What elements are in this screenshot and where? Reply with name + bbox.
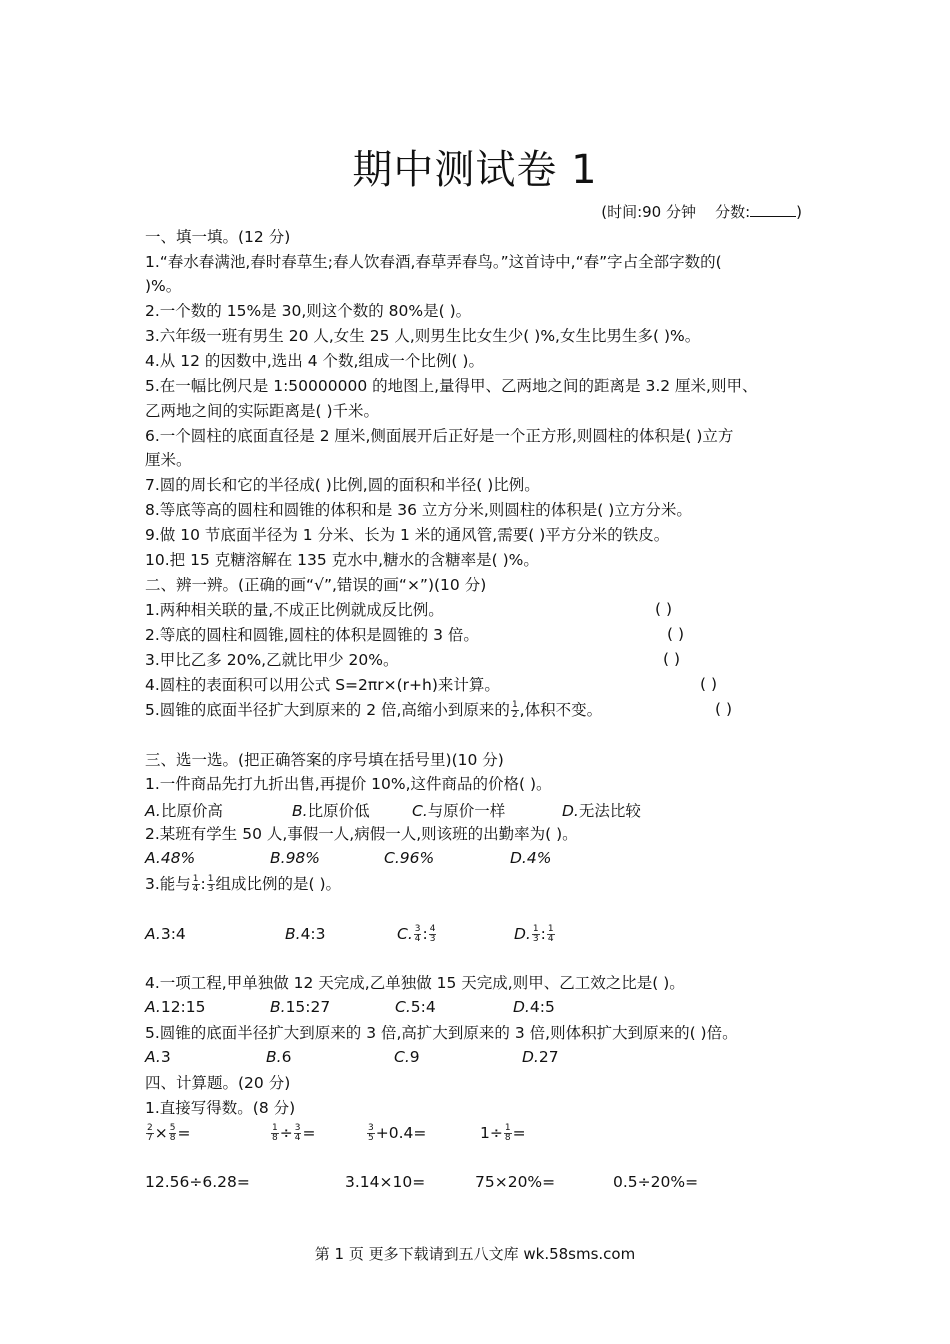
calc-fraction: [271, 1124, 279, 1143]
option-fraction: [414, 925, 422, 944]
equals: =: [177, 1124, 191, 1142]
calc-8: 0.5÷20%=: [613, 1173, 699, 1191]
opt-text: 6: [281, 1048, 292, 1066]
frac-den: 2: [511, 710, 518, 720]
frac-num: 1: [192, 874, 199, 884]
s3-q5-a: [145, 1048, 171, 1066]
opt-text: 96%: [399, 849, 435, 867]
frac-den: 4: [414, 934, 421, 944]
opt-letter: A.: [145, 802, 161, 820]
page-footer: 第 1 页 更多下载请到五八文库 wk.58sms.com: [314, 1245, 636, 1263]
frac-den: 3: [532, 934, 539, 944]
opt-letter: B.: [270, 998, 286, 1016]
s3-q1-a: [145, 799, 223, 821]
s3-q4-d: [513, 998, 555, 1016]
s1-q8: 8.等底等高的圆柱和圆锥的体积和是 36 立方分米,则圆柱的体积是( )立方分米。: [145, 501, 692, 519]
opt-letter: B.: [285, 925, 301, 943]
frac-den: 4: [294, 1133, 301, 1143]
score-blank: [750, 202, 796, 217]
meta-close: ): [796, 203, 802, 221]
s3-q5: 5.圆锥的底面半径扩大到原来的 3 倍,高扩大到原来的 3 倍,则体积扩大到原来的( )倍。: [145, 1024, 738, 1042]
s2-q4: 4.圆柱的表面积可以用公式 S=2πr×(r+h)来计算。: [145, 676, 500, 694]
s1-q7: 7.圆的周长和它的半径成( )比例,圆的面积和半径( )比例。: [145, 476, 540, 494]
option-fraction: [532, 925, 540, 944]
opt-text: 3:4: [160, 925, 186, 943]
section3-heading: 三、选一选。(把正确答案的序号填在括号里)(10 分): [145, 751, 504, 769]
s4-sub1: 1.直接写得数。(8 分): [145, 1099, 296, 1117]
opt-letter: A.: [145, 849, 161, 867]
calc-3: [366, 1124, 426, 1143]
calc-fraction: [504, 1124, 512, 1143]
frac-den: 4: [192, 884, 199, 894]
frac-num: 1: [272, 1123, 278, 1133]
opt-letter: C.: [394, 1048, 410, 1066]
s3-q1-c: [412, 799, 505, 821]
opt-letter: D.: [562, 802, 579, 820]
fraction-quarter: [192, 875, 200, 894]
s3-q3-c: [397, 925, 437, 944]
frac-den: 8: [272, 1133, 278, 1143]
frac-num: 1: [547, 924, 554, 934]
opt-text: 4:3: [300, 925, 326, 943]
s3-q3: [145, 874, 341, 894]
s3-q2-a: [145, 849, 195, 867]
opt-text: 4:5: [529, 998, 555, 1016]
s3-q3-text-b: 组成比例的是( )。: [215, 875, 342, 893]
opt-letter: C.: [412, 802, 428, 820]
calc-4: [480, 1124, 526, 1143]
opt-text: 9: [409, 1048, 420, 1066]
option-fraction: [429, 925, 437, 944]
s3-q4-b: [270, 998, 330, 1016]
equals: =: [302, 1124, 316, 1142]
calc-6: 3.14×10=: [345, 1173, 426, 1191]
opt-letter: B.: [292, 802, 308, 820]
fraction-half: [511, 701, 519, 720]
section1-heading: 一、填一填。(12 分): [145, 228, 291, 246]
s1-q5a: 5.在一幅比例尺是 1:50000000 的地图上,量得甲、乙两地之间的距离是 3.2 厘米,则甲、: [145, 377, 758, 395]
frac-den: 5: [368, 1133, 374, 1143]
opt-letter: D.: [514, 925, 531, 943]
s1-q4: 4.从 12 的因数中,选出 4 个数,组成一个比例( )。: [145, 352, 484, 370]
s3-q3-a: [145, 925, 186, 943]
frac-den: 8: [169, 1133, 176, 1143]
calc-fraction: [294, 1124, 302, 1143]
opt-letter: D.: [522, 1048, 539, 1066]
s3-q2: 2.某班有学生 50 人,事假一人,病假一人,则该班的出勤率为( )。: [145, 825, 578, 843]
opt-text: 无法比较: [578, 802, 641, 820]
frac-num: 1: [511, 700, 518, 710]
s3-q1: 1.一件商品先打九折出售,再提价 10%,这件商品的价格( )。: [145, 775, 552, 793]
opt-letter: D.: [513, 998, 530, 1016]
s2-q2: 2.等底的圆柱和圆锥,圆柱的体积是圆锥的 3 倍。: [145, 626, 479, 644]
calc-rest: +0.4=: [375, 1124, 427, 1142]
s3-q2-c: [384, 849, 434, 867]
s3-q4: 4.一项工程,甲单独做 12 天完成,乙单独做 15 天完成,则甲、乙工效之比是( )。: [145, 974, 685, 992]
calc-fraction: [146, 1124, 154, 1143]
opt-letter: A.: [145, 925, 161, 943]
s2-q3: 3.甲比乙多 20%,乙就比甲少 20%。: [145, 651, 399, 669]
ratio-colon: :: [200, 875, 206, 893]
opt-letter: D.: [510, 849, 527, 867]
section2-heading: 二、辨一辨。(正确的画“√”,错误的画“×”)(10 分): [145, 576, 487, 594]
operator: ÷: [279, 1124, 293, 1142]
fraction-third: [207, 875, 215, 894]
frac-den: 8: [504, 1133, 511, 1143]
s2-q3-paren: ( ): [663, 650, 681, 668]
s3-q5-d: [522, 1048, 559, 1066]
frac-den: 4: [547, 934, 554, 944]
calc-2: [270, 1124, 315, 1143]
opt-letter: C.: [384, 849, 400, 867]
s1-q2: 2.一个数的 15%是 30,则这个数的 80%是( )。: [145, 302, 472, 320]
opt-text: 48%: [160, 849, 196, 867]
s3-q2-b: [270, 849, 320, 867]
opt-text: 5:4: [410, 998, 436, 1016]
s1-q6a: 6.一个圆柱的底面直径是 2 厘米,侧面展开后正好是一个正方形,则圆柱的体积是( )立方: [145, 427, 734, 445]
opt-text: 15:27: [285, 998, 331, 1016]
s3-q1-b: [292, 799, 370, 821]
s3-q3-d: [514, 925, 556, 944]
opt-text: 98%: [285, 849, 321, 867]
s2-q5-text-b: ,体积不变。: [519, 701, 603, 719]
calc-fraction: [367, 1124, 375, 1143]
time-label: (时间:90 分钟: [601, 203, 696, 221]
frac-den: 3: [429, 934, 436, 944]
opt-letter: A.: [145, 1048, 161, 1066]
s2-q5: [145, 700, 602, 720]
frac-num: 2: [147, 1123, 153, 1133]
s1-q1b: )%。: [145, 277, 182, 295]
s1-q10: 10.把 15 克糖溶解在 135 克水中,糖水的含糖率是( )%。: [145, 551, 539, 569]
calc-fraction: [169, 1124, 177, 1143]
ratio-colon: :: [422, 925, 428, 943]
section4-heading: 四、计算题。(20 分): [145, 1074, 291, 1092]
s3-q4-c: [395, 998, 436, 1016]
s1-q9: 9.做 10 节底面半径为 1 分米、长为 1 米的通风管,需要( )平方分米的铁皮。: [145, 526, 670, 544]
page-title: 期中测试卷 1: [352, 147, 598, 193]
s2-q4-paren: ( ): [700, 675, 718, 693]
s1-q6b: 厘米。: [145, 451, 192, 469]
s3-q2-d: [510, 849, 551, 867]
opt-text: 比原价低: [307, 802, 370, 820]
frac-num: 3: [294, 1123, 301, 1133]
opt-text: 12:15: [160, 998, 206, 1016]
calc-1: [145, 1124, 190, 1143]
ratio-colon: :: [540, 925, 546, 943]
s3-q3-text-a: 3.能与: [145, 875, 191, 893]
s1-q5b: 乙两地之间的实际距离是( )千米。: [145, 402, 380, 420]
opt-text: 3: [160, 1048, 171, 1066]
frac-num: 3: [414, 924, 421, 934]
frac-num: 1: [207, 874, 214, 884]
opt-text: 4%: [526, 849, 552, 867]
frac-num: 1: [532, 924, 539, 934]
frac-num: 5: [169, 1123, 176, 1133]
exam-meta: [601, 201, 802, 222]
s2-q2-paren: ( ): [667, 625, 685, 643]
s2-q5-text-a: 5.圆锥的底面半径扩大到原来的 2 倍,高缩小到原来的: [145, 701, 510, 719]
opt-letter: C.: [395, 998, 411, 1016]
opt-letter: B.: [270, 849, 286, 867]
s3-q3-b: [285, 925, 326, 943]
s2-q5-paren: ( ): [715, 700, 733, 718]
frac-num: 4: [429, 924, 436, 934]
s1-q1a: 1.“春水春满池,春时春草生;春人饮春酒,春草弄春鸟。”这首诗中,“春”字占全部字数的(: [145, 253, 722, 271]
calc-7: 75×20%=: [475, 1173, 556, 1191]
opt-letter: C.: [397, 925, 413, 943]
opt-text: 27: [538, 1048, 559, 1066]
s3-q1-d: [562, 799, 641, 821]
score-label: 分数:: [715, 203, 751, 221]
s2-q1-paren: ( ): [655, 600, 673, 618]
s3-q5-b: [266, 1048, 291, 1066]
option-fraction: [547, 925, 555, 944]
opt-letter: B.: [266, 1048, 282, 1066]
frac-den: 7: [147, 1133, 153, 1143]
s2-q1: 1.两种相关联的量,不成正比例就成反比例。: [145, 601, 444, 619]
frac-den: 3: [207, 884, 214, 894]
operator: ×: [154, 1124, 168, 1142]
calc-pre: 1÷: [480, 1124, 503, 1142]
opt-text: 比原价高: [160, 802, 223, 820]
s3-q4-a: [145, 998, 206, 1016]
s1-q3: 3.六年级一班有男生 20 人,女生 25 人,则男生比女生少( )%,女生比男生多( )%。: [145, 327, 701, 345]
calc-5: 12.56÷6.28=: [145, 1173, 250, 1191]
opt-letter: A.: [145, 998, 161, 1016]
frac-num: 3: [368, 1123, 374, 1133]
s3-q5-c: [394, 1048, 420, 1066]
opt-text: 与原价一样: [427, 802, 506, 820]
equals: =: [512, 1124, 526, 1142]
frac-num: 1: [504, 1123, 511, 1133]
